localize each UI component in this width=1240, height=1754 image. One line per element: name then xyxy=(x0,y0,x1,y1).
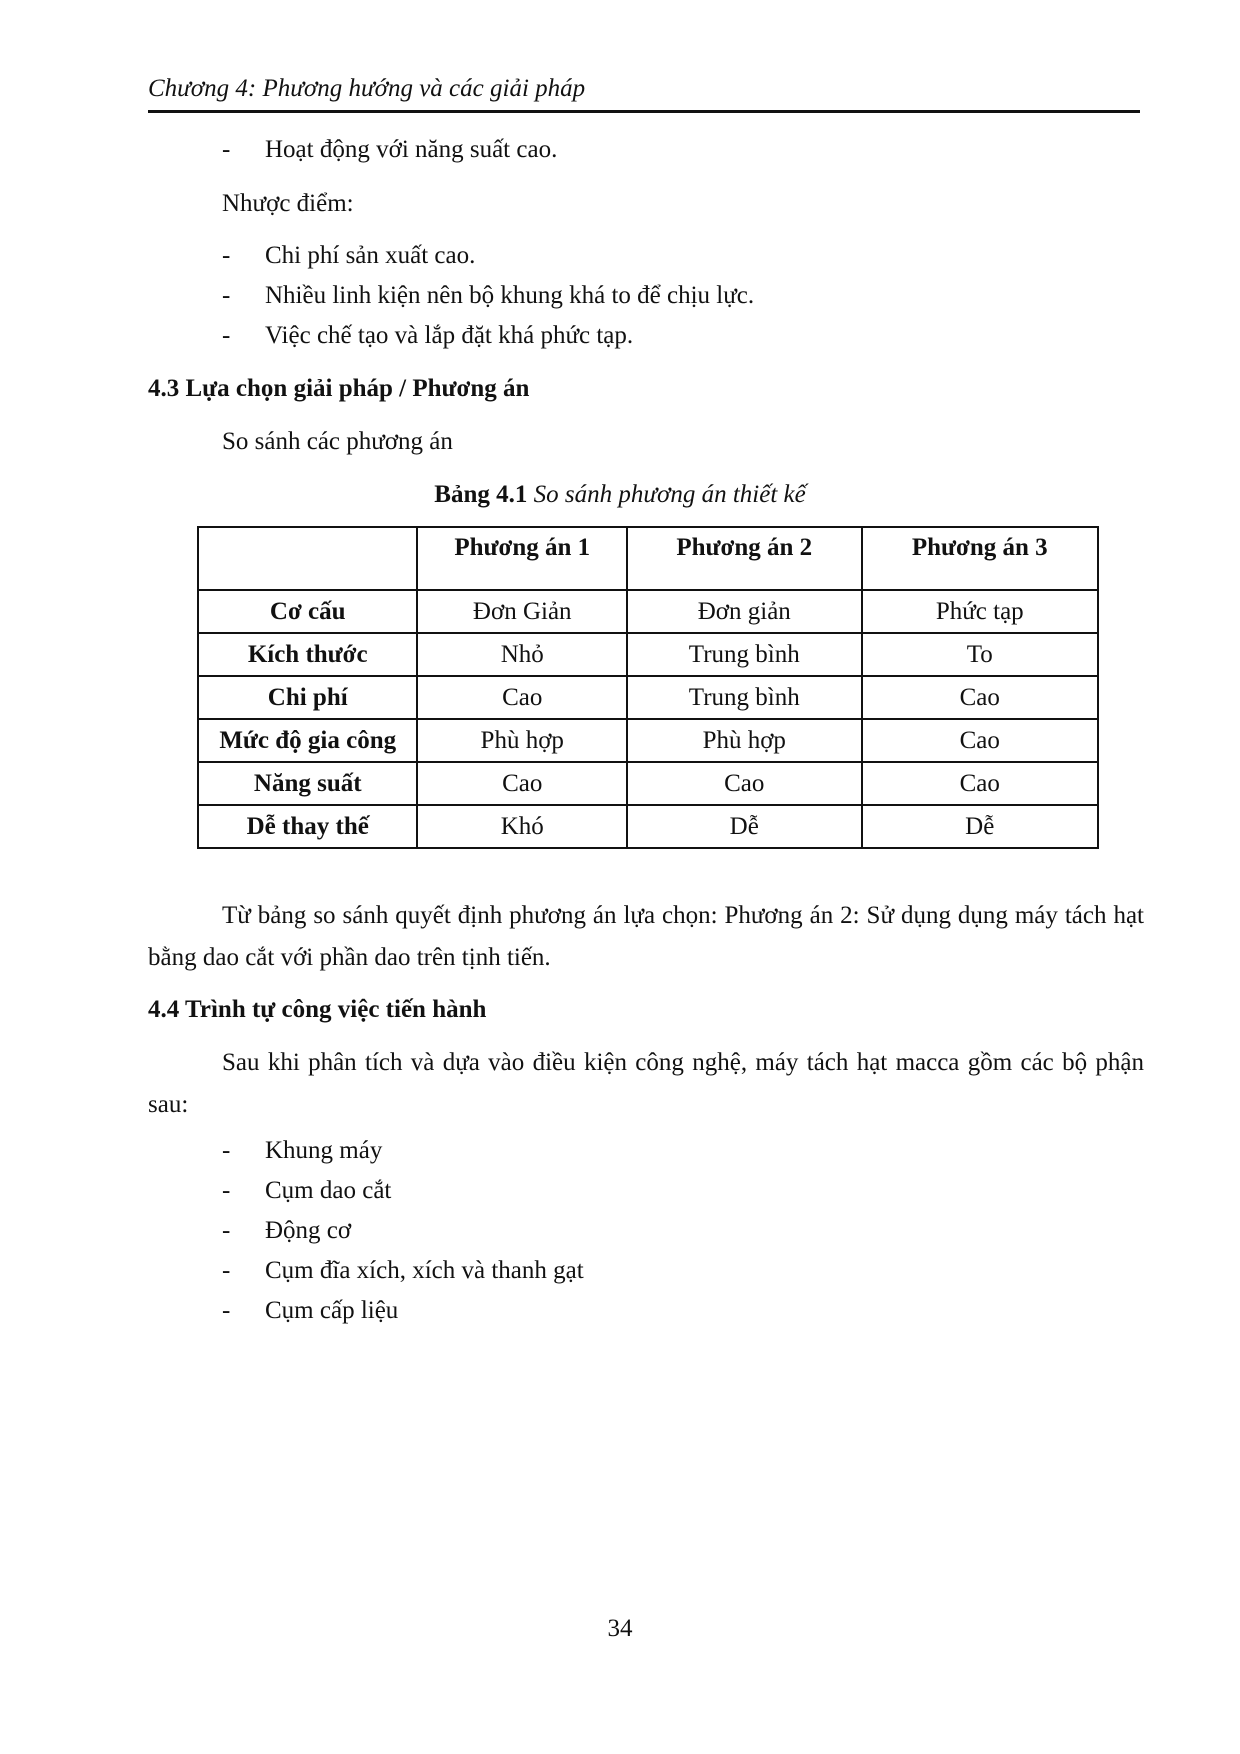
table-header-cell: Phương án 1 xyxy=(417,527,627,590)
table-row xyxy=(198,676,1098,719)
table-row xyxy=(198,762,1098,805)
list-item-text: Cụm cấp liệu xyxy=(265,1297,399,1324)
table-header-cell xyxy=(198,527,417,590)
list-item-text: Việc chế tạo và lắp đặt khá phức tạp. xyxy=(265,322,634,349)
list-item-text: Cụm đĩa xích, xích và thanh gạt xyxy=(265,1257,584,1284)
table-row-header: Năng suất xyxy=(198,762,417,805)
table-caption-text: So sánh phương án thiết kế xyxy=(533,481,806,508)
bullet-dash: - xyxy=(222,1257,231,1284)
table-cell: Cao xyxy=(862,719,1099,762)
bullet-dash: - xyxy=(222,242,231,269)
table-cell: Cao xyxy=(627,762,861,805)
table-row xyxy=(198,805,1098,848)
table-caption-label: Bảng 4.1 xyxy=(434,481,528,508)
bullet-dash: - xyxy=(222,1177,231,1204)
bullet-dash: - xyxy=(222,1217,231,1244)
header-rule xyxy=(148,110,1140,113)
bullet-dash: - xyxy=(222,136,231,163)
bullet-dash: - xyxy=(222,282,231,309)
table-cell: Khó xyxy=(417,805,627,848)
table-cell: Cao xyxy=(417,676,627,719)
list-item-text: Khung máy xyxy=(265,1137,383,1164)
table-cell: Trung bình xyxy=(627,676,861,719)
table-cell: Đơn giản xyxy=(627,590,861,633)
bullet-dash: - xyxy=(222,1297,231,1324)
table-cell: Đơn Giản xyxy=(417,590,627,633)
table-cell: Dễ xyxy=(862,805,1099,848)
table-cell: Cao xyxy=(862,762,1099,805)
table-caption xyxy=(0,480,1240,510)
list-item-text: Hoạt động với năng suất cao. xyxy=(265,136,558,163)
list-item-text: Động cơ xyxy=(265,1217,352,1244)
conclusion-paragraph: Từ bảng so sánh quyết định phương án lựa chọn: Phương án 2: Sử dụng dụng máy tách hạt bằng dao cắt với phần dao trên tịnh tiến. xyxy=(148,902,1144,971)
table-cell: Dễ xyxy=(627,805,861,848)
table-row xyxy=(198,633,1098,676)
list-item-text: Cụm dao cắt xyxy=(265,1177,392,1204)
page-number: 34 xyxy=(607,1615,633,1642)
comparison-table xyxy=(197,526,1099,849)
table-row xyxy=(198,719,1098,762)
section-intro: So sánh các phương án xyxy=(222,428,453,455)
table-cell: Cao xyxy=(417,762,627,805)
table-header-row xyxy=(198,527,1098,590)
table-cell: Phù hợp xyxy=(417,719,627,762)
table-row-header: Chi phí xyxy=(198,676,417,719)
table-row-header: Kích thước xyxy=(198,633,417,676)
list-item-text: Nhiều linh kiện nên bộ khung khá to để chịu lực. xyxy=(265,282,755,309)
chapter-title: Chương 4: Phương hướng và các giải pháp xyxy=(148,75,586,102)
list-item-text: Chi phí sản xuất cao. xyxy=(265,242,476,269)
bullet-dash: - xyxy=(222,322,231,349)
table-cell: To xyxy=(862,633,1099,676)
table-cell: Nhỏ xyxy=(417,633,627,676)
table-header-cell: Phương án 2 xyxy=(627,527,861,590)
table-cell: Trung bình xyxy=(627,633,861,676)
bullet-dash: - xyxy=(222,1137,231,1164)
chapter-header xyxy=(148,74,1140,104)
table-row-header: Cơ cấu xyxy=(198,590,417,633)
disadvantages-label: Nhược điểm: xyxy=(222,190,354,217)
section-4-4-intro: Sau khi phân tích và dựa vào điều kiện công nghệ, máy tách hạt macca gồm các bộ phận sau: xyxy=(148,1049,1144,1118)
table-row-header: Mức độ gia công xyxy=(198,719,417,762)
table-cell: Cao xyxy=(862,676,1099,719)
section-heading-4-3: 4.3 Lựa chọn giải pháp / Phương án xyxy=(148,375,530,402)
table-header-cell: Phương án 3 xyxy=(862,527,1099,590)
table-cell: Phù hợp xyxy=(627,719,861,762)
table-row xyxy=(198,590,1098,633)
table-row-header: Dễ thay thế xyxy=(198,805,417,848)
section-heading-4-4: 4.4 Trình tự công việc tiến hành xyxy=(148,996,487,1023)
table-cell: Phức tạp xyxy=(862,590,1099,633)
